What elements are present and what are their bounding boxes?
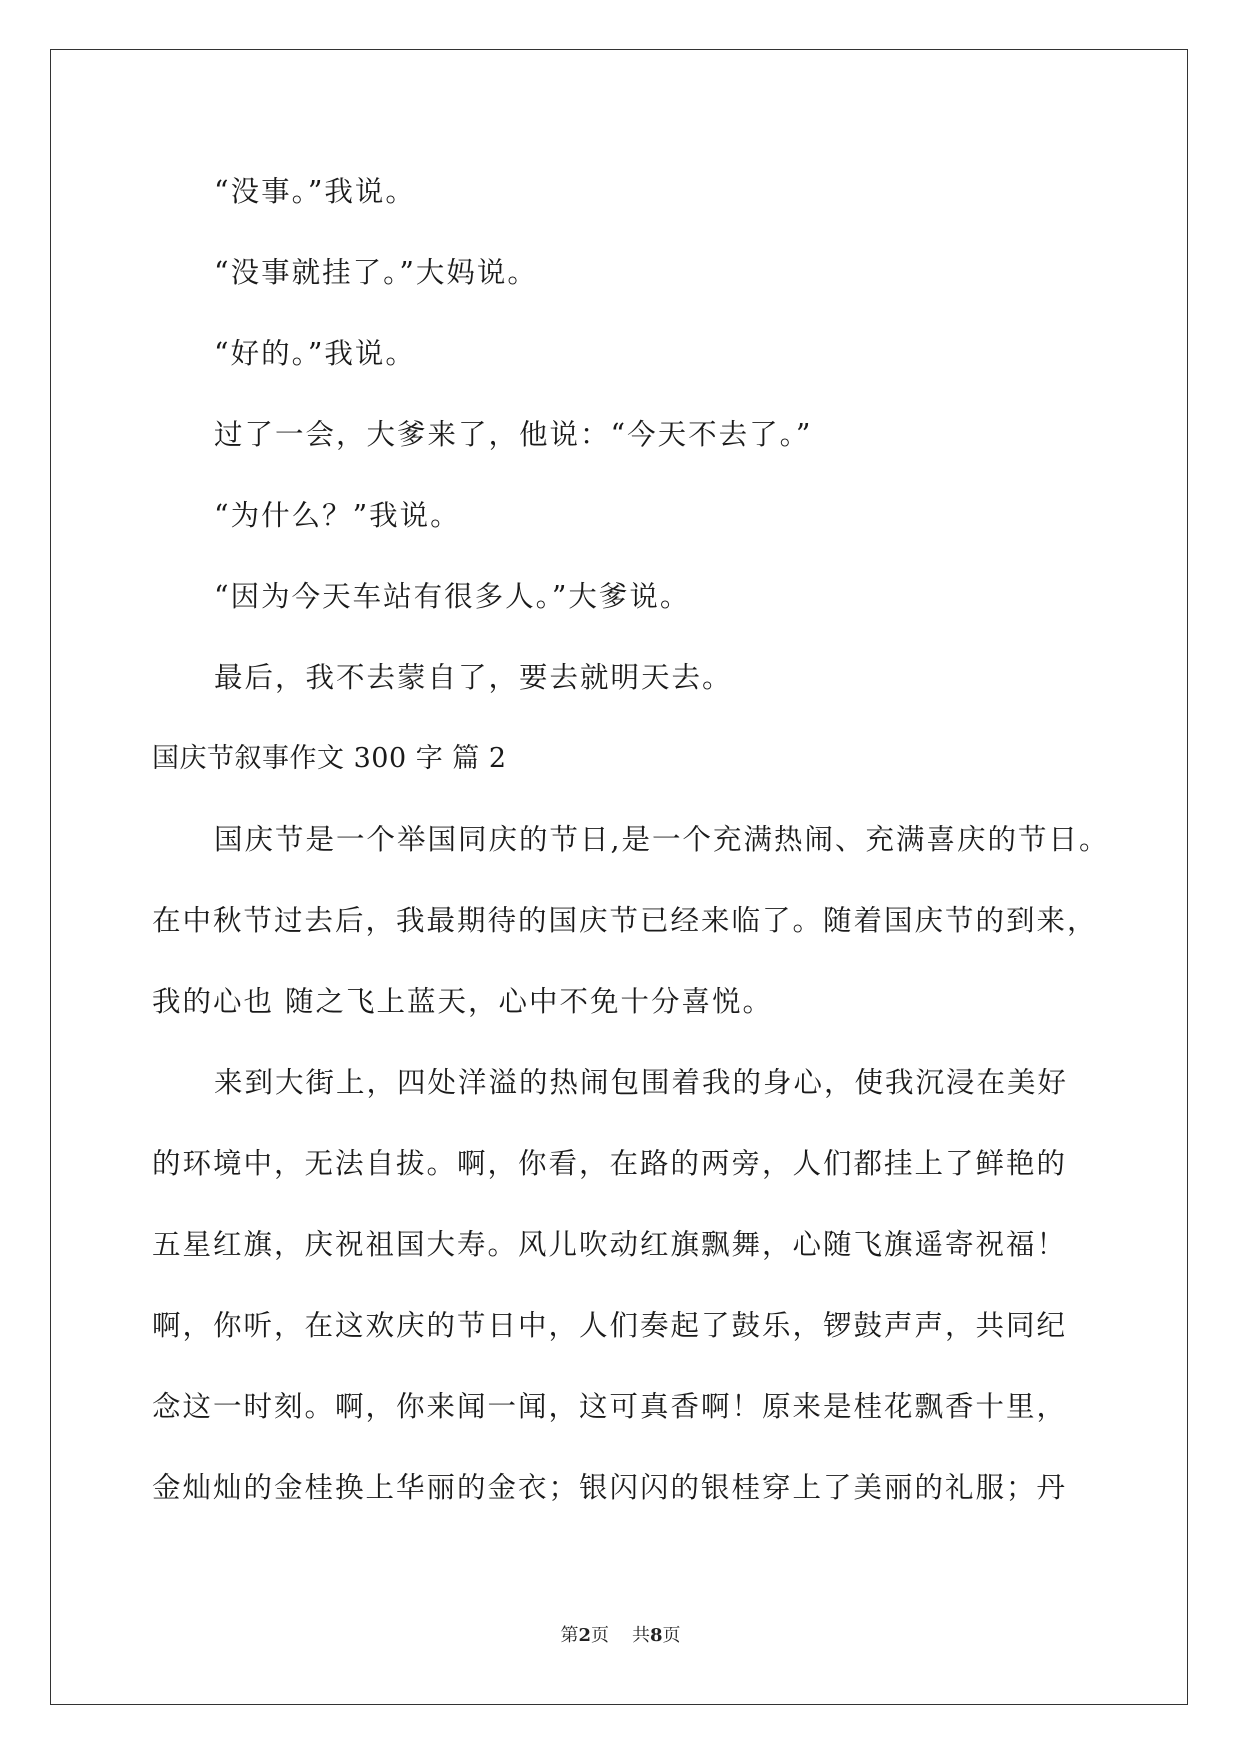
- total-prefix: 共: [631, 1625, 650, 1646]
- paragraph-line: 五星红旗，庆祝祖国大寿。风儿吹动红旗飘舞，心随飞旗遥寄祝福！: [152, 1228, 1068, 1261]
- paragraph-line: 来到大街上，四处洋溢的热闹包围着我的身心，使我沉浸在美好: [214, 1066, 1069, 1099]
- paragraph-line: 金灿灿的金桂换上华丽的金衣；银闪闪的银桂穿上了美丽的礼服；丹: [152, 1471, 1068, 1504]
- page-border: [50, 49, 1188, 1705]
- paragraph-line: 我的心也 随之飞上蓝天，心中不免十分喜悦。: [152, 985, 774, 1018]
- paragraph-line: “没事。”我说。: [214, 175, 416, 208]
- paragraph-line: 的环境中，无法自拔。啊，你看，在路的两旁，人们都挂上了鲜艳的: [152, 1147, 1068, 1180]
- page-number: 2: [578, 1625, 592, 1646]
- paragraph-line: 念这一时刻。啊，你来闻一闻，这可真香啊！原来是桂花飘香十里，: [152, 1390, 1068, 1423]
- paragraph-line: 国庆节是一个举国同庆的节日,是一个充满热闹、充满喜庆的节日。: [214, 823, 1110, 856]
- section-heading: 国庆节叙事作文 300 字 篇 2: [152, 743, 507, 774]
- page-footer: [0, 1624, 1241, 1648]
- paragraph-line: “因为今天车站有很多人。”大爹说。: [214, 580, 691, 613]
- total-suffix: 页: [662, 1625, 681, 1646]
- paragraph-line: 过了一会，大爹来了，他说：“今天不去了。”: [214, 418, 813, 451]
- total-pages: 8: [649, 1625, 663, 1646]
- paragraph-line: “为什么？”我说。: [214, 499, 461, 532]
- paragraph-line: 最后，我不去蒙自了，要去就明天去。: [214, 661, 733, 694]
- paragraph-line: 啊，你听，在这欢庆的节日中，人们奏起了鼓乐，锣鼓声声，共同纪: [152, 1309, 1068, 1342]
- paragraph-line: 在中秋节过去后，我最期待的国庆节已经来临了。随着国庆节的到来，: [152, 904, 1098, 937]
- page-prefix: 第: [560, 1625, 579, 1646]
- paragraph-line: “没事就挂了。”大妈说。: [214, 256, 538, 289]
- paragraph-line: “好的。”我说。: [214, 337, 416, 370]
- page-suffix: 页: [591, 1625, 610, 1646]
